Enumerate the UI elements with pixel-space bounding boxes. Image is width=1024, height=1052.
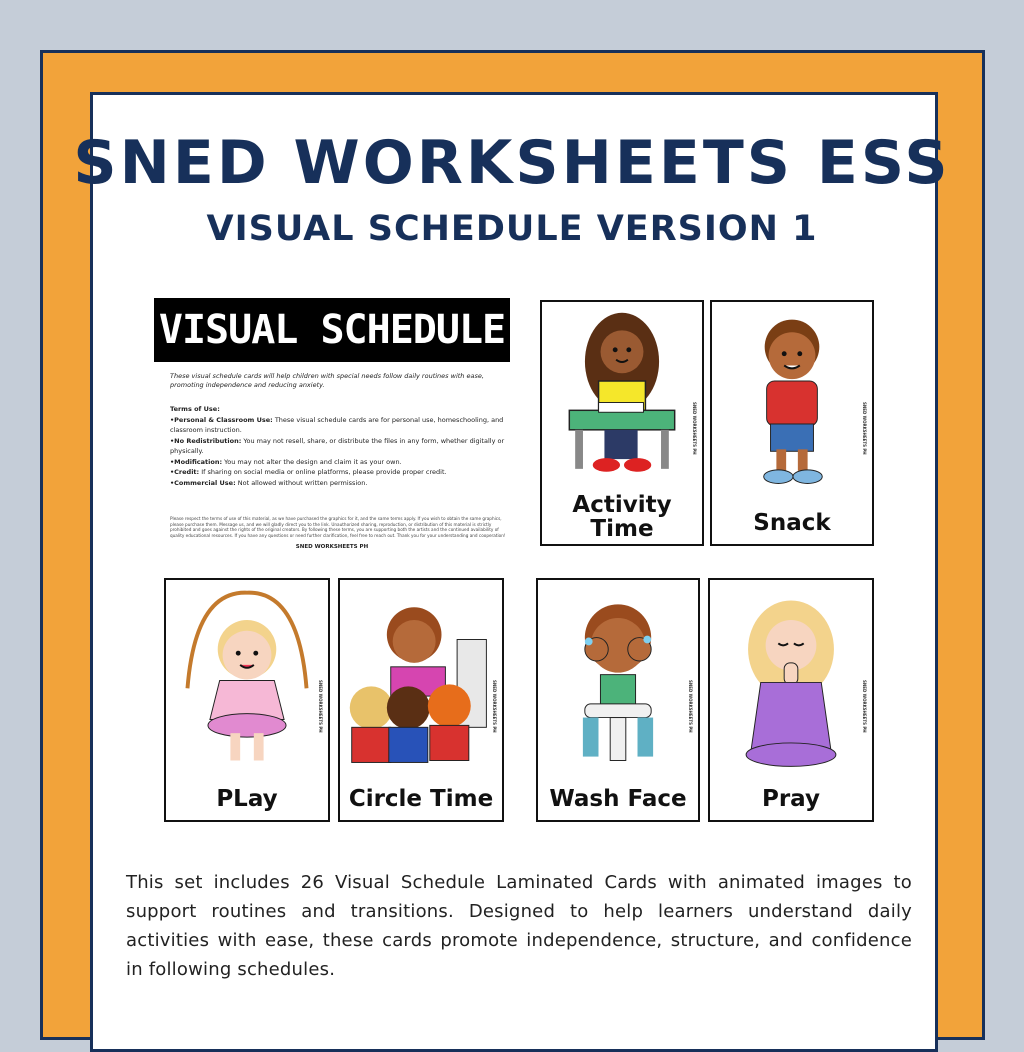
page-subtitle: VISUAL SCHEDULE VERSION 1: [206, 209, 818, 249]
card-activity-time: [540, 300, 704, 546]
terms-brand: SNED WORKSHEETS PH: [295, 544, 369, 550]
term-item: •Commercial Use: Not allowed without written permission.: [170, 478, 368, 487]
terms-notice: Please respect the terms of use of this material, as we have purchased the graphics for it, and the same terms apply. If you wish to obtain the same graphics, please purchase them. Message us, and we will gladly direct you to the link. Unauthorized sharing, reproduction, or distribution of this material is strictly prohibited and goes against the rights of the original creators. By following these terms, you are supporting both the artists and the continued availability of quality educational resources. If you have any questions or need further clarification, feel free to reach out. Thank you for your understanding and cooperation!: [170, 516, 506, 538]
card-watermark: SNED WORKSHEETS PH: [862, 680, 867, 733]
term-item: •Modification: You may not alter the design and claim it as your own.: [170, 457, 402, 466]
card-watermark: SNED WORKSHEETS PH: [492, 680, 497, 733]
term-item: •No Redistribution: You may not resell, share, or distribute the files in any form, whether digitally or physically.: [170, 436, 505, 455]
boy-eating-snack-illustration: [712, 302, 872, 544]
card-watermark: SNED WORKSHEETS PH: [318, 680, 323, 733]
card-label: Pray: [761, 786, 820, 812]
card-label: Snack: [753, 510, 831, 536]
card-label: PLay: [216, 786, 278, 812]
term-item: •Credit: If sharing on social media or online platforms, please provide proper credit.: [170, 468, 447, 476]
card-snack: [710, 300, 874, 546]
terms-heading: Terms of Use:: [170, 405, 220, 413]
girl-praying-illustration: [710, 580, 872, 820]
boy-washing-face-illustration: [538, 580, 698, 820]
term-item: •Personal & Classroom Use: These visual schedule cards are for personal use, homeschooling, and classroom instruction.: [170, 415, 504, 434]
teacher-with-kids-illustration: [340, 580, 502, 820]
card-watermark: SNED WORKSHEETS PH: [862, 402, 867, 455]
card-label: Activity: [572, 492, 672, 518]
card-label: Wash Face: [549, 786, 687, 812]
card-watermark: SNED WORKSHEETS PH: [688, 680, 693, 733]
card-circle-time: [338, 578, 504, 822]
girl-jumping-rope-illustration: [166, 580, 328, 820]
product-description: This set includes 26 Visual Schedule Laminated Cards with animated images to support routines and transitions. Designed to help learners understand daily activities with ease, these cards promote independence, structure, and confidence in following schedules.: [126, 872, 912, 980]
card-wash-face: [536, 578, 700, 822]
card-label-line2: Time: [590, 516, 654, 542]
card-pray: [708, 578, 874, 822]
card-label: Circle Time: [348, 786, 494, 812]
card-watermark: SNED WORKSHEETS PH: [692, 402, 697, 455]
page-title: SNED WORKSHEETS ESS: [73, 128, 951, 198]
terms-intro: These visual schedule cards will help children with special needs follow daily routines with ease, promoting independence and reducing anxiety.: [170, 372, 484, 389]
terms-sheet: [152, 298, 512, 560]
visual-schedule-banner: VISUAL SCHEDULE: [154, 298, 510, 362]
terms-list: [170, 404, 506, 488]
card-play: [164, 578, 330, 822]
